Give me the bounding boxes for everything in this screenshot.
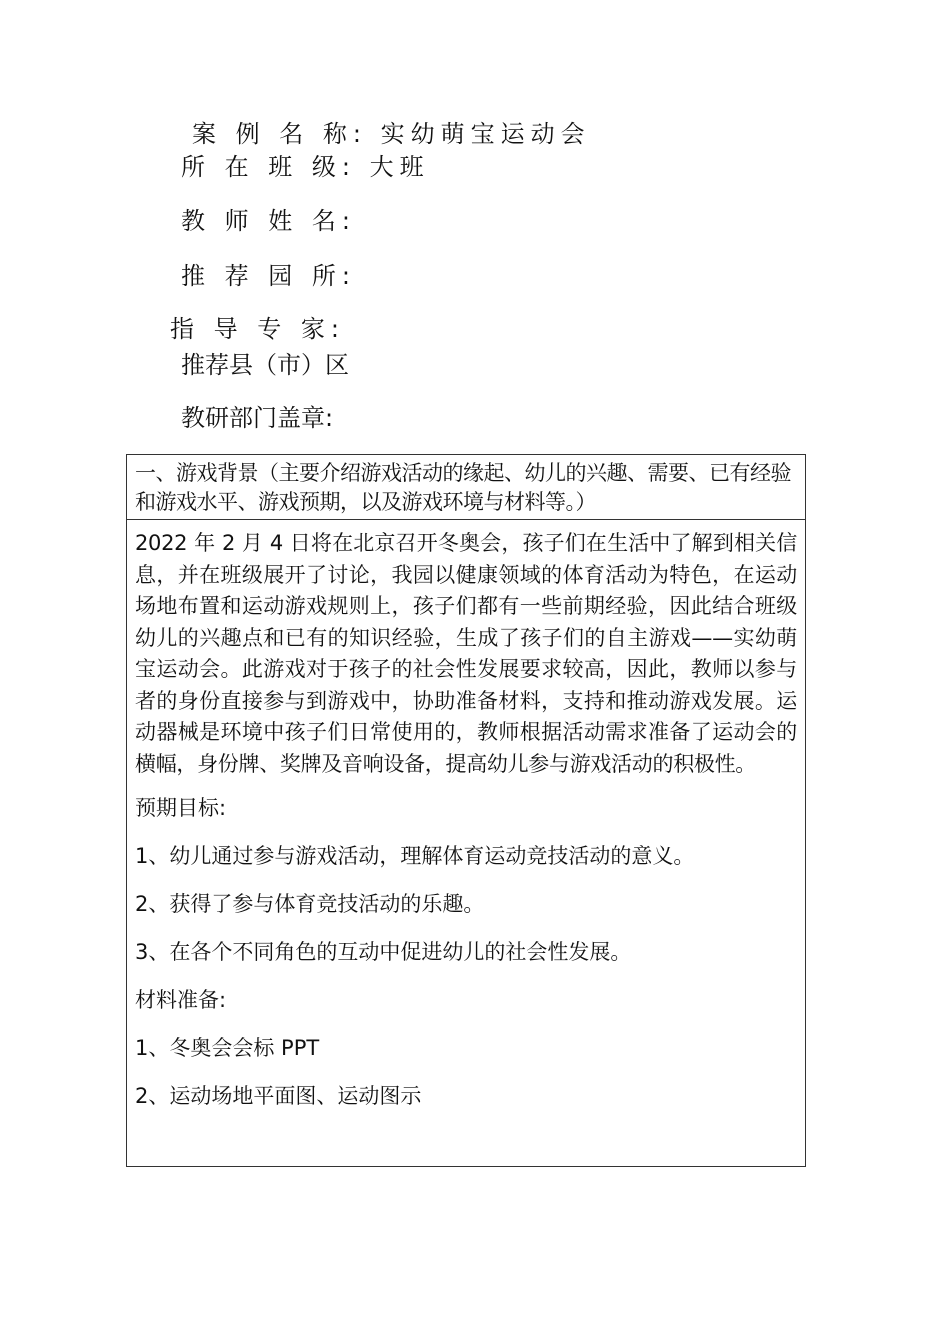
material-item: 1、冬奥会会标 PPT [135, 1036, 320, 1060]
section-body [127, 520, 805, 1110]
materials-title: 材料准备: [135, 988, 227, 1012]
goal-item: 2、获得了参与体育竞技活动的乐趣。 [135, 892, 485, 916]
class-name: 所 在 班 级: 大班 [181, 153, 430, 181]
game-background-table [126, 454, 806, 1167]
section-header: 一、游戏背景（主要介绍游戏活动的缘起、幼儿的兴趣、需要、已有经验和游戏水平、游戏预期，以及游戏环境与材料等。） [127, 455, 805, 520]
case-name: 案 例 名 称: 实幼萌宝运动会 [192, 120, 591, 148]
material-item: 2、运动场地平面图、运动图示 [135, 1084, 422, 1108]
goals-title: 预期目标: [135, 796, 227, 820]
guiding-expert: 指 导 专 家: [170, 315, 345, 343]
goal-item: 1、幼儿通过参与游戏活动，理解体育运动竞技活动的意义。 [135, 844, 695, 868]
goal-item: 3、在各个不同角色的互动中促进幼儿的社会性发展。 [135, 940, 632, 964]
teacher-name: 教 师 姓 名: [181, 207, 356, 235]
research-dept-seal: 教研部门盖章: [181, 404, 334, 432]
background-paragraph: 2022 年 2 月 4 日将在北京召开冬奥会，孩子们在生活中了解到相关信息，并在班级展开了讨论，我园以健康领域的体育活动为特色，在运动场地布置和运动游戏规则上，孩子们都有一些前期经验，因此结合班级幼儿的兴趣点和已有的知识经验，生成了孩子们的自主游戏——实幼萌宝运动会。此游戏对于孩子的社会性发展要求较高，因此，教师以参与者的身份直接参与到游戏中，协助准备材料，支持和推动游戏发展。运动器械是环境中孩子们日常使用的，教师根据活动需求准备了运动会的横幅，身份牌、奖牌及音响设备，提高幼儿参与游戏活动的积极性。 [135, 531, 797, 776]
recommending-kindergarten: 推 荐 园 所: [181, 262, 356, 290]
recommending-county: 推荐县（市）区 [181, 351, 349, 379]
